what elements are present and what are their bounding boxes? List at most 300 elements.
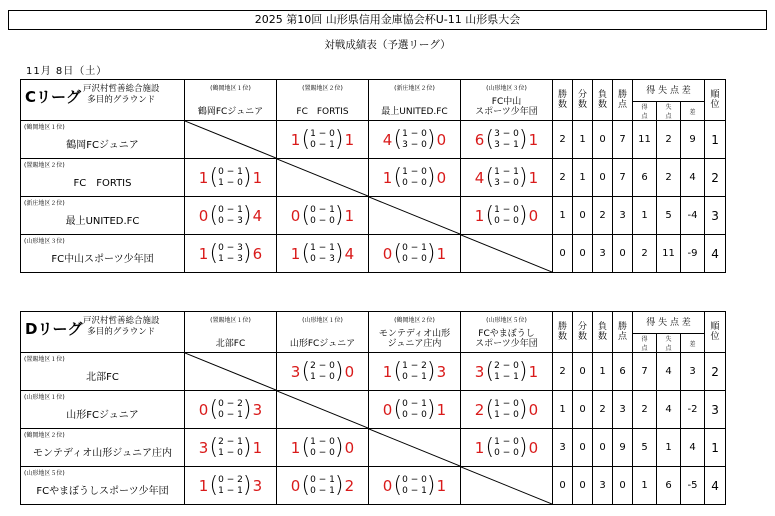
bracket-left: ( [209,164,219,190]
score-box [185,474,276,498]
team-goals-for: 11 [633,121,657,159]
self-match-cell [185,121,277,159]
bracket-left: ( [209,472,219,498]
score-total-against: 1 [252,168,263,187]
opponent-rank-label: (置賜地区２位) [302,85,343,92]
score-total-against: 1 [436,476,447,495]
team-draws: 1 [573,159,593,197]
match-result [369,159,461,197]
team-losses: 3 [593,467,613,505]
bracket-left: ( [209,396,219,422]
second-half-score: 1 − 0 [218,447,243,458]
diagonal-line [369,197,460,234]
first-half-score: 0 − 1 [402,398,427,409]
match-result [277,467,369,505]
score-box [185,166,276,190]
team-draws: 0 [573,429,593,467]
self-match-cell [277,391,369,429]
team-row [21,429,726,467]
header-wins: 勝 数 [553,80,573,121]
second-half-score: 0 − 1 [218,409,243,420]
team-rank-label: (鶴岡地区１位) [24,124,65,131]
match-result [277,121,369,159]
match-result [369,353,461,391]
second-half-score: 0 − 1 [310,485,335,496]
team-rank-label: (置賜地区２位) [24,162,65,169]
tournament-title: 2025 第10回 山形県信用金庫協会杯U-11 山形県大会 [8,10,767,30]
match-result [185,467,277,505]
team-rank: 4 [705,467,726,505]
match-result [461,391,553,429]
team-wins: 0 [553,467,573,505]
score-total-for: 3 [198,438,209,457]
score-total-against: 1 [528,362,539,381]
second-half-score: 0 − 0 [402,409,427,420]
opponent-rank-label: (山形地区１位) [302,317,343,324]
score-box [185,398,276,422]
bracket-right: ) [518,164,528,190]
self-match-cell [461,467,553,505]
team-goal-diff: -5 [681,467,705,505]
team-goal-diff: -9 [681,235,705,273]
score-box [185,204,276,228]
second-half-score: 0 − 0 [402,253,427,264]
score-total-against: 1 [436,244,447,263]
score-total-for: 0 [290,476,301,495]
half-scores [310,205,335,227]
team-rank: 2 [705,159,726,197]
score-box [461,204,552,228]
score-box [461,360,552,384]
header-gf: 得 点 [633,102,657,121]
score-total-against: 1 [528,168,539,187]
team-goals-against: 11 [657,235,681,273]
half-scores [218,399,243,421]
header-ga: 失 点 [657,102,681,121]
bracket-left: ( [393,358,403,384]
league-header [21,312,185,353]
score-total-for: 1 [474,206,485,225]
first-half-score: 3 − 0 [494,128,519,139]
team-goals-against: 1 [657,429,681,467]
second-half-score: 0 − 1 [402,485,427,496]
second-half-score: 1 − 1 [218,485,243,496]
team-rank-label: (山形地区１位) [24,394,65,401]
bracket-right: ) [518,396,528,422]
team-rank: 3 [705,197,726,235]
self-match-cell [369,429,461,467]
second-half-score: 3 − 0 [494,177,519,188]
first-half-score: 2 − 0 [310,360,335,371]
header-points: 勝 点 [613,80,633,121]
half-scores [402,167,427,189]
team-row [21,467,726,505]
score-box [369,242,460,266]
bracket-right: ) [242,202,252,228]
half-scores [494,205,519,227]
bracket-left: ( [301,202,311,228]
score-total-for: 0 [382,400,393,419]
team-cell [21,353,185,391]
team-points: 0 [613,467,633,505]
team-goals-for: 6 [633,159,657,197]
header-draws: 分 数 [573,80,593,121]
opponent-rank-label: (山形地区５位) [486,317,527,324]
second-half-score: 1 − 0 [218,177,243,188]
opponent-header [277,80,369,121]
score-box [369,474,460,498]
team-goals-for: 1 [633,197,657,235]
first-half-score: 1 − 0 [402,128,427,139]
score-total-for: 1 [290,438,301,457]
score-box [369,166,460,190]
bracket-left: ( [209,240,219,266]
score-total-against: 2 [344,476,355,495]
header-gd: 差 [681,334,705,353]
diagonal-line [185,121,276,158]
bracket-left: ( [301,358,311,384]
match-result [185,391,277,429]
score-total-against: 3 [252,476,263,495]
team-cell [21,159,185,197]
second-half-score: 1 − 1 [494,371,519,382]
first-half-score: 0 − 3 [218,242,243,253]
second-half-score: 0 − 0 [310,447,335,458]
team-goal-diff: 4 [681,429,705,467]
score-total-for: 3 [474,362,485,381]
first-half-score: 1 − 1 [310,242,335,253]
second-half-score: 0 − 0 [494,215,519,226]
bracket-left: ( [393,126,403,152]
score-total-against: 0 [528,438,539,457]
half-scores [402,361,427,383]
bracket-left: ( [209,202,219,228]
second-half-score: 0 − 0 [310,215,335,226]
match-result [185,159,277,197]
first-half-score: 1 − 0 [310,128,335,139]
bracket-left: ( [209,434,219,460]
opponent-name: 北部FC [215,338,246,349]
diagonal-line [461,467,552,504]
team-goal-diff: -4 [681,197,705,235]
score-total-against: 0 [528,206,539,225]
team-rank-label: (山形地区３位) [24,238,65,245]
score-box [277,360,368,384]
score-total-for: 1 [290,130,301,149]
half-scores [310,475,335,497]
bracket-right: ) [518,358,528,384]
team-goals-against: 4 [657,353,681,391]
second-half-score: 3 − 1 [494,139,519,150]
team-row [21,159,726,197]
opponent-name: FC中山 スポーツ少年団 [475,97,538,117]
half-scores [218,437,243,459]
team-rank-label: (新庄地区２位) [24,200,65,207]
first-half-score: 1 − 0 [310,436,335,447]
team-cell [21,197,185,235]
team-wins: 1 [553,391,573,429]
opponent-name: FCやまぼうし スポーツ少年団 [475,329,538,349]
team-losses: 1 [593,353,613,391]
score-box [461,398,552,422]
half-scores [310,243,335,265]
header-points: 勝 点 [613,312,633,353]
score-total-for: 1 [382,362,393,381]
opponent-rank-label: (鶴岡地区２位) [394,317,435,324]
half-scores [494,361,519,383]
opponent-rank-label: (鶴岡地区１位) [210,85,251,92]
team-goals-against: 6 [657,467,681,505]
second-half-score: 0 − 0 [494,447,519,458]
opponent-header [461,312,553,353]
team-points: 7 [613,159,633,197]
bracket-left: ( [301,472,311,498]
header-goal-group: 得 失 点 差 [633,312,705,334]
team-losses: 2 [593,391,613,429]
match-result [185,429,277,467]
bracket-left: ( [485,164,495,190]
diagonal-stroke [277,391,368,428]
half-scores [494,167,519,189]
half-scores [494,129,519,151]
header-goal-group: 得 失 点 差 [633,80,705,102]
score-total-for: 0 [290,206,301,225]
league-table [20,79,726,273]
team-cell [21,235,185,273]
team-goals-for: 7 [633,353,657,391]
diagonal-line [277,391,368,428]
score-total-for: 1 [474,438,485,457]
team-goals-against: 5 [657,197,681,235]
score-total-for: 4 [382,130,393,149]
opponent-header [369,80,461,121]
team-points: 3 [613,197,633,235]
self-match-cell [277,159,369,197]
bracket-right: ) [242,240,252,266]
bracket-left: ( [485,126,495,152]
score-box [461,166,552,190]
match-result [185,197,277,235]
team-name: FC FORTIS [73,178,132,189]
half-scores [494,399,519,421]
bracket-left: ( [485,396,495,422]
first-half-score: 0 − 2 [218,474,243,485]
bracket-right: ) [518,126,528,152]
match-result [277,353,369,391]
match-result [369,235,461,273]
team-goals-against: 4 [657,391,681,429]
opponent-header [185,80,277,121]
opponent-header [277,312,369,353]
score-box [277,242,368,266]
header-losses: 負 数 [593,312,613,353]
score-total-against: 1 [436,400,447,419]
team-points: 0 [613,235,633,273]
team-goals-for: 1 [633,467,657,505]
team-name: FCやまぼうしスポーツ少年団 [36,486,169,497]
team-cell [21,121,185,159]
team-row [21,235,726,273]
league-name: Cリーグ [25,88,82,106]
first-half-score: 0 − 1 [310,474,335,485]
team-draws: 0 [573,197,593,235]
team-goal-diff: 4 [681,159,705,197]
self-match-cell [461,235,553,273]
score-total-against: 1 [252,438,263,457]
team-name: 最上UNITED.FC [65,216,140,227]
half-scores [402,243,427,265]
team-name: 鶴岡FCジュニア [66,140,139,151]
team-goals-for: 5 [633,429,657,467]
second-half-score: 0 − 1 [402,371,427,382]
header-gd: 差 [681,102,705,121]
team-rank-label: (鶴岡地区２位) [24,432,65,439]
score-total-against: 3 [436,362,447,381]
team-points: 7 [613,121,633,159]
diagonal-stroke [461,467,552,504]
half-scores [310,129,335,151]
opponent-rank-label: (置賜地区１位) [210,317,251,324]
first-half-score: 1 − 0 [402,166,427,177]
match-result [277,197,369,235]
score-total-for: 0 [382,476,393,495]
team-rank: 1 [705,121,726,159]
first-half-score: 0 − 1 [218,204,243,215]
team-name: 北部FC [86,372,119,383]
team-points: 9 [613,429,633,467]
score-total-for: 0 [198,400,209,419]
score-box [369,360,460,384]
bracket-right: ) [334,126,344,152]
bracket-right: ) [426,396,436,422]
team-rank-label: (置賜地区１位) [24,356,65,363]
score-box [277,128,368,152]
header-ga: 失 点 [657,334,681,353]
score-box [277,436,368,460]
score-total-against: 1 [344,130,355,149]
score-box [461,436,552,460]
header-rank: 順 位 [705,80,726,121]
half-scores [218,243,243,265]
league-venue: 戸沢村哲善総合施設 多目的グラウンド [83,316,160,337]
score-total-for: 1 [382,168,393,187]
team-name: 山形FCジュニア [66,410,139,421]
bracket-right: ) [426,164,436,190]
league-venue: 戸沢村哲善総合施設 多目的グラウンド [83,84,160,105]
team-wins: 1 [553,197,573,235]
team-wins: 3 [553,429,573,467]
team-points: 6 [613,353,633,391]
half-scores [494,437,519,459]
score-total-against: 6 [252,244,263,263]
bracket-left: ( [301,126,311,152]
score-total-against: 1 [528,130,539,149]
bracket-right: ) [242,434,252,460]
diagonal-line [369,429,460,466]
match-result [185,235,277,273]
score-box [185,436,276,460]
first-half-score: 1 − 2 [402,360,427,371]
score-total-for: 0 [198,206,209,225]
bracket-left: ( [393,240,403,266]
match-result [461,121,553,159]
second-half-score: 1 − 0 [494,409,519,420]
half-scores [218,205,243,227]
team-rank-label: (山形地区５位) [24,470,65,477]
score-total-against: 0 [344,362,355,381]
score-total-against: 0 [436,168,447,187]
bracket-right: ) [334,472,344,498]
diagonal-line [185,353,276,390]
bracket-right: ) [242,472,252,498]
bracket-left: ( [485,202,495,228]
team-row [21,391,726,429]
team-draws: 0 [573,467,593,505]
league-header [21,80,185,121]
team-goal-diff: -2 [681,391,705,429]
bracket-left: ( [301,240,311,266]
self-match-cell [369,197,461,235]
second-half-score: 0 − 1 [310,139,335,150]
self-match-cell [185,353,277,391]
header-draws: 分 数 [573,312,593,353]
opponent-name: 山形FCジュニア [289,338,356,349]
match-result [461,159,553,197]
team-draws: 0 [573,391,593,429]
half-scores [402,475,427,497]
diagonal-line [461,235,552,272]
diagonal-stroke [185,353,276,390]
opponent-name: FC FORTIS [296,106,349,117]
diagonal-line [277,159,368,196]
score-total-for: 1 [290,244,301,263]
opponent-name: 鶴岡FCジュニア [197,106,264,117]
diagonal-stroke [369,197,460,234]
opponent-name: 最上UNITED.FC [381,106,448,117]
match-result [461,197,553,235]
team-points: 3 [613,391,633,429]
score-total-for: 1 [198,168,209,187]
score-total-against: 4 [344,244,355,263]
first-half-score: 1 − 0 [494,204,519,215]
team-name: モンテディオ山形ジュニア庄内 [33,448,172,459]
match-result [461,353,553,391]
first-half-score: 2 − 0 [494,360,519,371]
team-losses: 3 [593,235,613,273]
opponent-header [185,312,277,353]
bracket-right: ) [334,202,344,228]
bracket-left: ( [393,396,403,422]
score-total-for: 4 [474,168,485,187]
page-subtitle: 対戦成績表（予選リーグ） [324,39,451,51]
bracket-right: ) [426,126,436,152]
second-half-score: 1 − 0 [310,371,335,382]
score-total-against: 0 [344,438,355,457]
half-scores [218,167,243,189]
team-name: FC中山スポーツ少年団 [51,254,154,265]
team-draws: 0 [573,353,593,391]
bracket-right: ) [334,358,344,384]
opponent-name: モンテディオ山形 ジュニア庄内 [378,329,451,349]
score-box [369,128,460,152]
bracket-right: ) [334,240,344,266]
first-half-score: 2 − 1 [218,436,243,447]
bracket-left: ( [301,434,311,460]
score-total-for: 6 [474,130,485,149]
team-rank: 3 [705,391,726,429]
second-half-score: 0 − 3 [310,253,335,264]
team-draws: 1 [573,121,593,159]
